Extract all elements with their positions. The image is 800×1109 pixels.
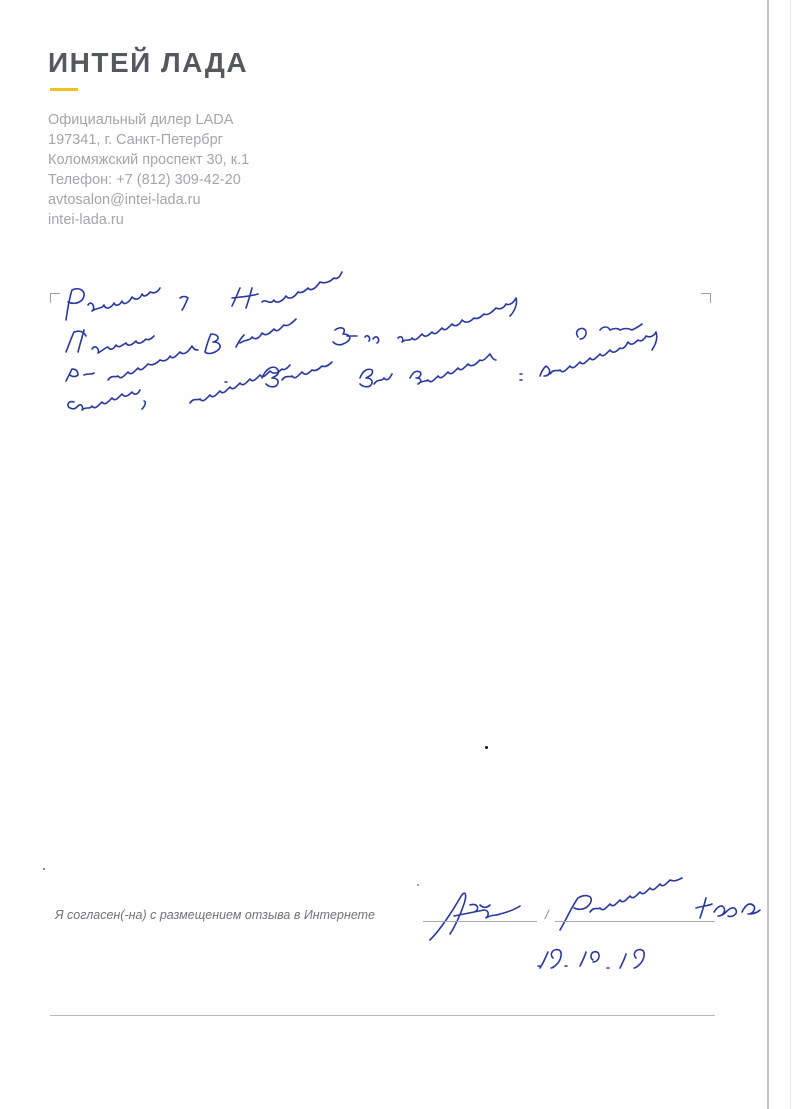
contact-line: avtosalon@intei-lada.ru [48, 192, 201, 208]
handwritten-line-1 [66, 298, 642, 354]
contact-line: Коломяжский проспект 30, к.1 [48, 152, 250, 168]
signature-mark [430, 893, 520, 940]
signature-separator: / [545, 907, 549, 922]
handwritten-line-2 [66, 332, 657, 387]
footer-rule [50, 1015, 715, 1016]
handwritten-name [66, 272, 342, 320]
signature-name [560, 878, 760, 930]
handwritten-date [538, 950, 644, 968]
contact-line: intei-lada.ru [48, 212, 124, 228]
signature-underline [423, 921, 537, 922]
scan-speck [43, 868, 45, 870]
name-underline [555, 921, 715, 922]
scan-speck [417, 884, 419, 886]
contact-line: 197341, г. Санкт-Петербрг [48, 132, 223, 148]
dealer-logo: ИНТЕЙ ЛАДА [48, 47, 249, 78]
handwritten-line-3 [68, 365, 290, 410]
ink-speck [485, 746, 488, 749]
contact-line: Телефон: +7 (812) 309-42-20 [48, 172, 241, 188]
consent-statement: Я согласен(-на) с размещением отзыва в Интернете [55, 908, 376, 922]
contact-line: Официальный дилер LADA [48, 112, 234, 128]
